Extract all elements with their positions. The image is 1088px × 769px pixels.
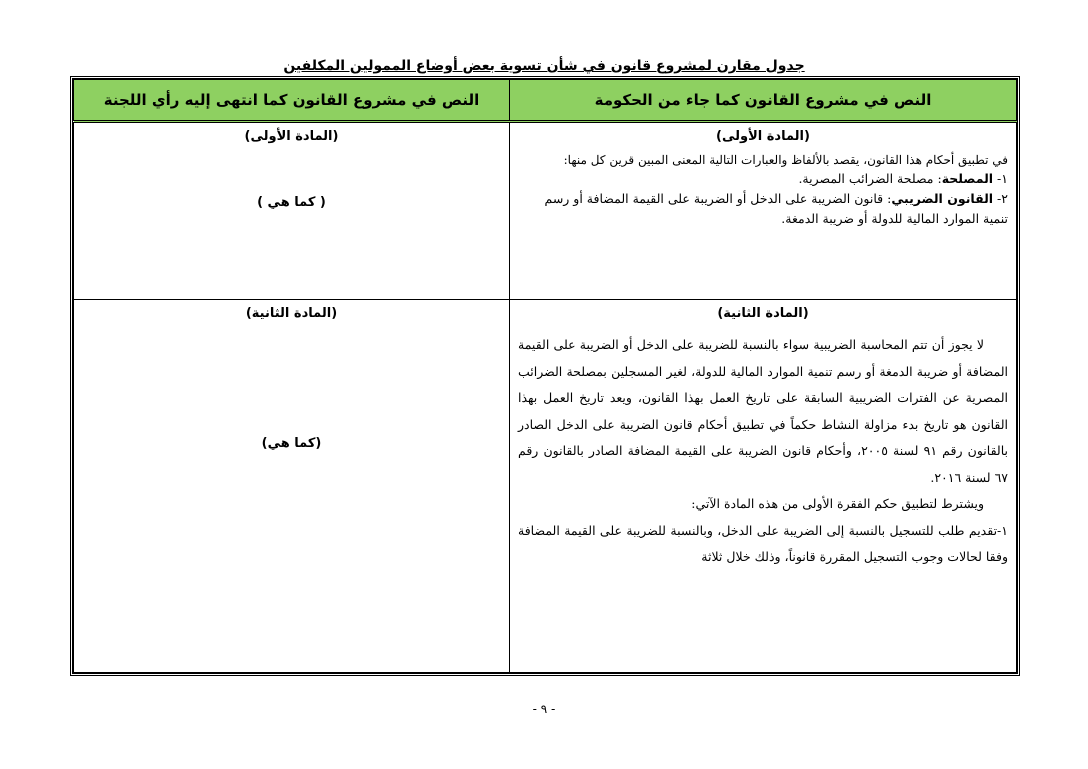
article-2-item-1: ١-تقديم طلب للتسجيل بالنسبة إلى الضريبة على الدخل، وبالنسبة للضريبة على القيمة المضافة وفقا لحالات وجوب التسجيل المقررة قانوناً، وذلك خلال ثلاثة [518, 522, 1008, 564]
cell-committee-article-2 [74, 300, 510, 673]
definition-item-2-term: القانون الضريبي [891, 191, 994, 206]
page-number: - ٩ - [532, 702, 556, 716]
article-2-body: لا يجوز أن تتم المحاسبة الضريبية سواء بالنسبة للضريبة على الدخل أو الضريبة على القيمة المضافة أو ضريبة الدمغة أو رسم تنمية الموارد المالية للدولة، لغير المسجلين بمصلحة الضرائب المصرية عن الفترات الضريبية السابقة على تاريخ العمل بهذا القانون، ويعد تاريخ العمل بهذا القانون هو تاريخ بدء مزاولة النشاط حكماً في تطبيق أحكام قانون الضريبة على الدخل الصادر بالقانون رقم ٩١ لسنة ٢٠٠٥، وأحكام قانون الضريبة على القيمة المضافة الصادر بالقانون رقم ٦٧ لسنة ٢٠١٦. [518, 337, 1008, 485]
cell-government-article-1 [510, 122, 1017, 300]
definition-item-2-num: ٢- [997, 191, 1008, 206]
cell-government-article-2 [510, 300, 1017, 673]
article-1-intro: في تطبيق أحكام هذا القانون، يقصد بالألفاظ والعبارات التالية المعنى المبين قرين كل منها: [563, 153, 1008, 167]
comparison-table [73, 79, 1017, 673]
article-2-committee-status: (كما هي) [261, 436, 322, 451]
definition-item-2-text: : قانون الضريبة على الدخل أو الضريبة على القيمة المضافة أو رسم تنمية الموارد المالية للدولة أو ضريبة الدمغة. [544, 191, 1008, 226]
table-header-row [74, 80, 1017, 122]
definition-item-1 [518, 169, 1008, 189]
comparison-table-frame [70, 76, 1020, 676]
document-title: جدول مقارن لمشروع قانون في شأن تسوية بعض أوضاع الممولين المكلفين [283, 58, 805, 74]
table-row-article-2 [74, 300, 1017, 673]
article-2-heading-government: (المادة الثانية) [717, 306, 809, 321]
definition-item-1-num: ١- [997, 171, 1008, 186]
article-1-heading-committee: (المادة الأولى) [244, 129, 339, 144]
definition-item-1-text: : مصلحة الضرائب المصرية. [798, 171, 942, 186]
article-2-condition: ويشترط لتطبيق حكم الفقرة الأولى من هذه المادة الآتي: [691, 496, 984, 511]
definition-item-2 [518, 189, 1008, 229]
table-row-article-1 [74, 122, 1017, 300]
definition-item-1-term: المصلحة [941, 171, 994, 186]
article-1-heading-government: (المادة الأولى) [716, 129, 810, 144]
cell-committee-article-1 [74, 122, 510, 300]
article-1-committee-status: ( كما هي ) [257, 195, 326, 210]
article-2-heading-committee: (المادة الثانية) [245, 306, 338, 321]
header-committee-text: النص في مشروع القانون كما انتهى إليه رأي اللجنة [74, 80, 510, 122]
header-government-text: النص في مشروع القانون كما جاء من الحكومة [510, 80, 1017, 122]
